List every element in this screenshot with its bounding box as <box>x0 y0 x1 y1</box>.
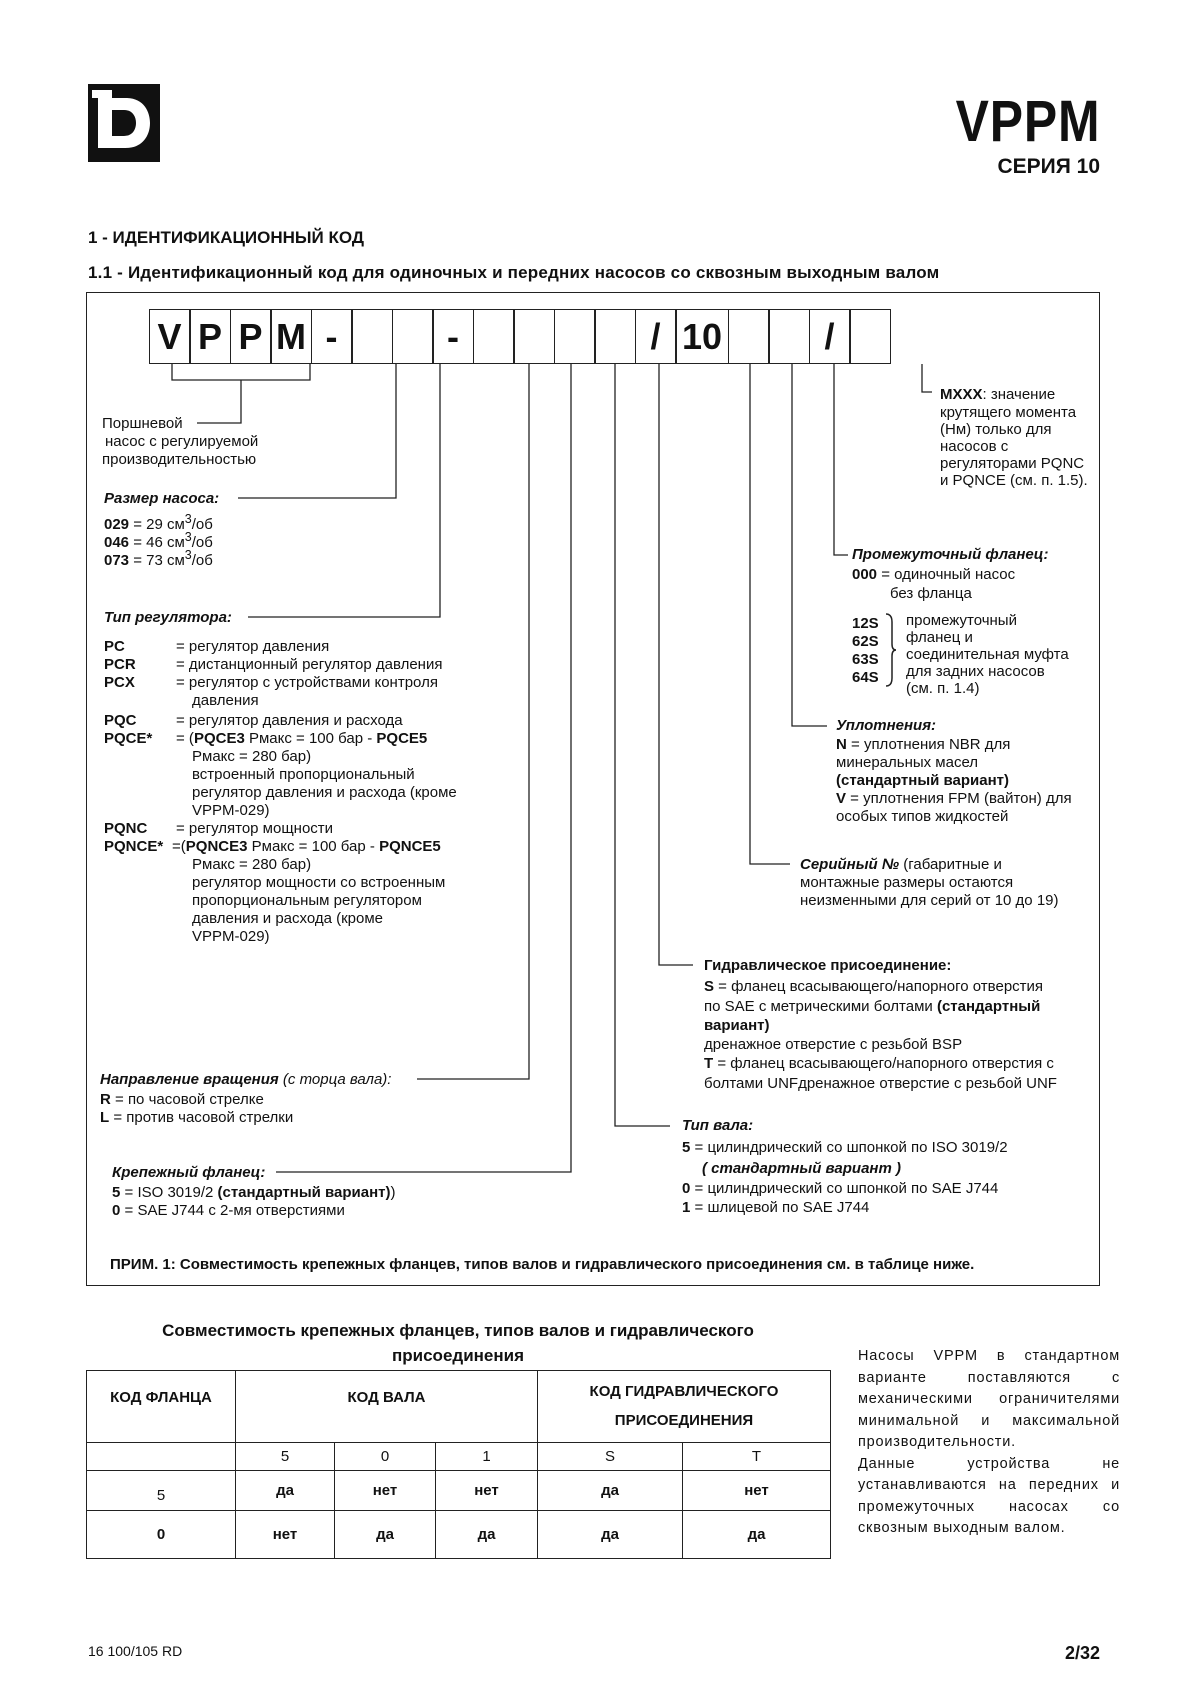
regulator-title: Тип регулятора: <box>104 609 232 626</box>
flange-code: 12S <box>852 615 879 632</box>
code-cell: - <box>432 309 474 364</box>
section-1-1-title: 1.1 - Идентификационный код для одиночных и передних насосов со сквозным выходным валом <box>88 263 940 282</box>
cell-value: нет <box>236 1511 335 1559</box>
reg-code: PQCE* <box>104 730 153 747</box>
reg-desc: Рмакс = 280 бар) <box>192 748 312 765</box>
subheader-shaft: 5 <box>236 1443 335 1471</box>
interm-flange-000-2: без фланца <box>890 585 972 602</box>
code-cell: - <box>311 309 353 364</box>
size-item-073: 073 = 73 $см^3/об$ <box>104 548 213 569</box>
code-cell: V <box>149 309 191 364</box>
table-row <box>87 1511 831 1559</box>
piston-label-1: Поршневой <box>102 415 183 432</box>
hyd-t: T = фланец всасывающего/напорного отверстия с <box>704 1055 1054 1072</box>
rotation-r: R = по часовой стрелке <box>100 1091 264 1108</box>
product-title: VPPM <box>955 89 1100 154</box>
compat-table-title: Совместимость крепежных фланцев, типов валов и гидравлического присоединения <box>162 1321 754 1365</box>
cell-flange: 5 <box>87 1471 236 1511</box>
flange-code: 63S <box>852 651 879 668</box>
hyd-s-2: по SAE с метрическими болтами (стандартный <box>704 998 1041 1015</box>
serial-3: неизменными для серий от 10 до 19) <box>800 892 1059 909</box>
reg-desc: =(PQNCE3 Рмакс = 100 бар - PQNCE5 <box>172 838 441 855</box>
subheader-shaft: 1 <box>436 1443 538 1471</box>
reg-desc: пропорциональным регулятором <box>192 892 422 909</box>
col-flange-code: КОД ФЛАНЦА <box>87 1371 236 1443</box>
brace-icon <box>884 612 898 688</box>
cell-value: да <box>683 1511 831 1559</box>
code-cell: / <box>809 309 851 364</box>
mxxx-line-6: и PQNCE (см. п. 1.5). <box>940 472 1088 489</box>
col-shaft-code: КОД ВАЛА <box>236 1371 538 1443</box>
interm-flange-title: Промежуточный фланец: <box>852 546 1049 563</box>
reg-desc: Рмакс = 280 бар) <box>192 856 312 873</box>
code-cell: M <box>270 309 312 364</box>
code-cell: P <box>189 309 231 364</box>
reg-desc: = регулятор с устройствами контроля <box>176 674 438 691</box>
side-note <box>858 1346 1120 1540</box>
reg-desc: = (PQCE3 Рмакс = 100 бар - PQCE5 <box>176 730 428 747</box>
flange-desc: соединительная муфта <box>906 646 1069 663</box>
reg-desc: = дистанционный регулятор давления <box>176 656 443 673</box>
subheader-hyd: S <box>538 1443 683 1471</box>
mxxx-line-2: крутящего момента <box>940 404 1077 421</box>
mount-flange-5: 5 = ISO 3019/2 (стандартный вариант)) <box>112 1184 396 1201</box>
mxxx-line-3: (Нм) только для <box>940 421 1052 438</box>
mxxx-line-1: MXXX: значение <box>940 386 1056 403</box>
cell-flange: 0 <box>87 1511 236 1559</box>
shaft-5-std: ( стандартный вариант ) <box>702 1160 901 1177</box>
seal-n-3: (стандартный вариант) <box>836 772 1010 789</box>
series-label: СЕРИЯ 10 <box>997 155 1100 178</box>
side-note-p1: Насосы VPPM в стандартном варианте поставляются с механическими ограничителями минимальной и максимальной производительности. <box>858 1348 1120 1450</box>
section-1-title: 1 - ИДЕНТИФИКАЦИОННЫЙ КОД <box>88 228 364 247</box>
hyd-t-2: болтами UNFдренажное отверстие с резьбой UNF <box>704 1075 1057 1092</box>
cell-value: да <box>538 1511 683 1559</box>
cell-value: да <box>236 1471 335 1511</box>
seal-n: N = уплотнения NBR для <box>836 736 1011 753</box>
reg-desc: = регулятор давления и расхода <box>176 712 403 729</box>
seal-n-2: минеральных масел <box>836 754 979 771</box>
hyd-s: S = фланец всасывающего/напорного отверстия <box>704 978 1044 995</box>
size-item-029: 029 = 29 $см^3/об$ <box>104 512 213 533</box>
serial-2: монтажные размеры остаются <box>800 874 1014 891</box>
shaft-title: Тип вала: <box>682 1117 754 1134</box>
reg-desc: регулятор мощности со встроенным <box>192 874 446 891</box>
seal-v: V = уплотнения FPM (вайтон) для <box>836 790 1072 807</box>
cell-value: да <box>436 1511 538 1559</box>
cell-value: нет <box>436 1471 538 1511</box>
subheader-empty <box>87 1443 236 1471</box>
subheader-hyd: T <box>683 1443 831 1471</box>
page-number: 2/32 <box>1064 1643 1100 1663</box>
note-1: ПРИМ. 1: Совместимость крепежных фланцев, типов валов и гидравлического присоединения см. в таблице ниже. <box>110 1256 975 1273</box>
piston-label-3: производительностью <box>102 451 257 468</box>
hyd-s-4: дренажное отверстие с резьбой BSP <box>704 1036 963 1053</box>
shaft-0: 0 = цилиндрический со шпонкой по SAE J744 <box>682 1180 999 1197</box>
reg-desc: = регулятор мощности <box>176 820 334 837</box>
reg-desc: давления и расхода (кроме <box>192 910 384 927</box>
flange-desc: для задних насосов <box>906 663 1045 680</box>
reg-desc: регулятор давления и расхода (кроме <box>192 784 457 801</box>
reg-desc: VPPM-029) <box>192 928 270 945</box>
reg-code: PCX <box>104 674 135 691</box>
code-cell: 10 <box>675 309 729 364</box>
reg-desc: = регулятор давления <box>176 638 330 655</box>
reg-code: PQNC <box>104 820 148 837</box>
cell-value: да <box>335 1511 436 1559</box>
seals-title: Уплотнения: <box>836 717 937 734</box>
flange-desc: фланец и <box>906 629 973 646</box>
cell-value: нет <box>335 1471 436 1511</box>
piston-label-2: насос с регулируемой <box>105 433 259 450</box>
reg-code: PQC <box>104 712 137 729</box>
table-row <box>87 1471 831 1511</box>
flange-code: 64S <box>852 669 879 686</box>
cell-value: да <box>538 1471 683 1511</box>
mount-flange-title: Крепежный фланец: <box>112 1164 266 1181</box>
doc-number: 16 100/105 RD <box>88 1643 183 1659</box>
reg-desc: давления <box>192 692 259 709</box>
reg-desc: VPPM-029) <box>192 802 270 819</box>
size-title: Размер насоса: <box>104 490 220 507</box>
flange-code: 62S <box>852 633 879 650</box>
reg-code: PQNCE* <box>104 838 164 855</box>
reg-desc: встроенный пропорциональный <box>192 766 415 783</box>
rotation-title: Направление вращения (с торца вала): <box>100 1071 392 1088</box>
interm-flange-000: 000 = одиночный насос <box>852 566 1016 583</box>
subheader-shaft: 0 <box>335 1443 436 1471</box>
shaft-5: 5 = цилиндрический со шпонкой по ISO 3019/2 <box>682 1139 1008 1156</box>
reg-code: PCR <box>104 656 136 673</box>
size-item-046: 046 = 46 $см^3/об$ <box>104 530 213 551</box>
cell-value: нет <box>683 1471 831 1511</box>
hydraulic-title: Гидравлическое присоединение: <box>704 957 952 974</box>
col-hyd-code: КОД ГИДРАВЛИЧЕСКОГО ПРИСОЕДИНЕНИЯ <box>538 1371 831 1443</box>
flange-desc: (см. п. 1.4) <box>906 680 980 697</box>
code-cell: P <box>230 309 272 364</box>
mxxx-line-5: регуляторами PQNC <box>940 455 1085 472</box>
serial-title: Серийный № (габаритные и <box>800 856 1002 873</box>
mount-flange-0: 0 = SAE J744 с 2-мя отверстиями <box>112 1202 345 1219</box>
reg-code: PC <box>104 638 125 655</box>
code-cell: / <box>635 309 677 364</box>
rotation-l: L = против часовой стрелки <box>100 1109 294 1126</box>
seal-v-2: особых типов жидкостей <box>836 808 1009 825</box>
side-note-p2: Данные устройства не устанавливаются на передних и промежуточных насосах со сквозным выходным валом. <box>858 1455 1120 1536</box>
compat-table <box>86 1370 831 1559</box>
mxxx-line-4: насосов с <box>940 438 1009 455</box>
shaft-1: 1 = шлицевой по SAE J744 <box>682 1199 870 1216</box>
hyd-s-3: вариант) <box>704 1017 770 1034</box>
flange-desc: промежуточный <box>906 612 1017 629</box>
